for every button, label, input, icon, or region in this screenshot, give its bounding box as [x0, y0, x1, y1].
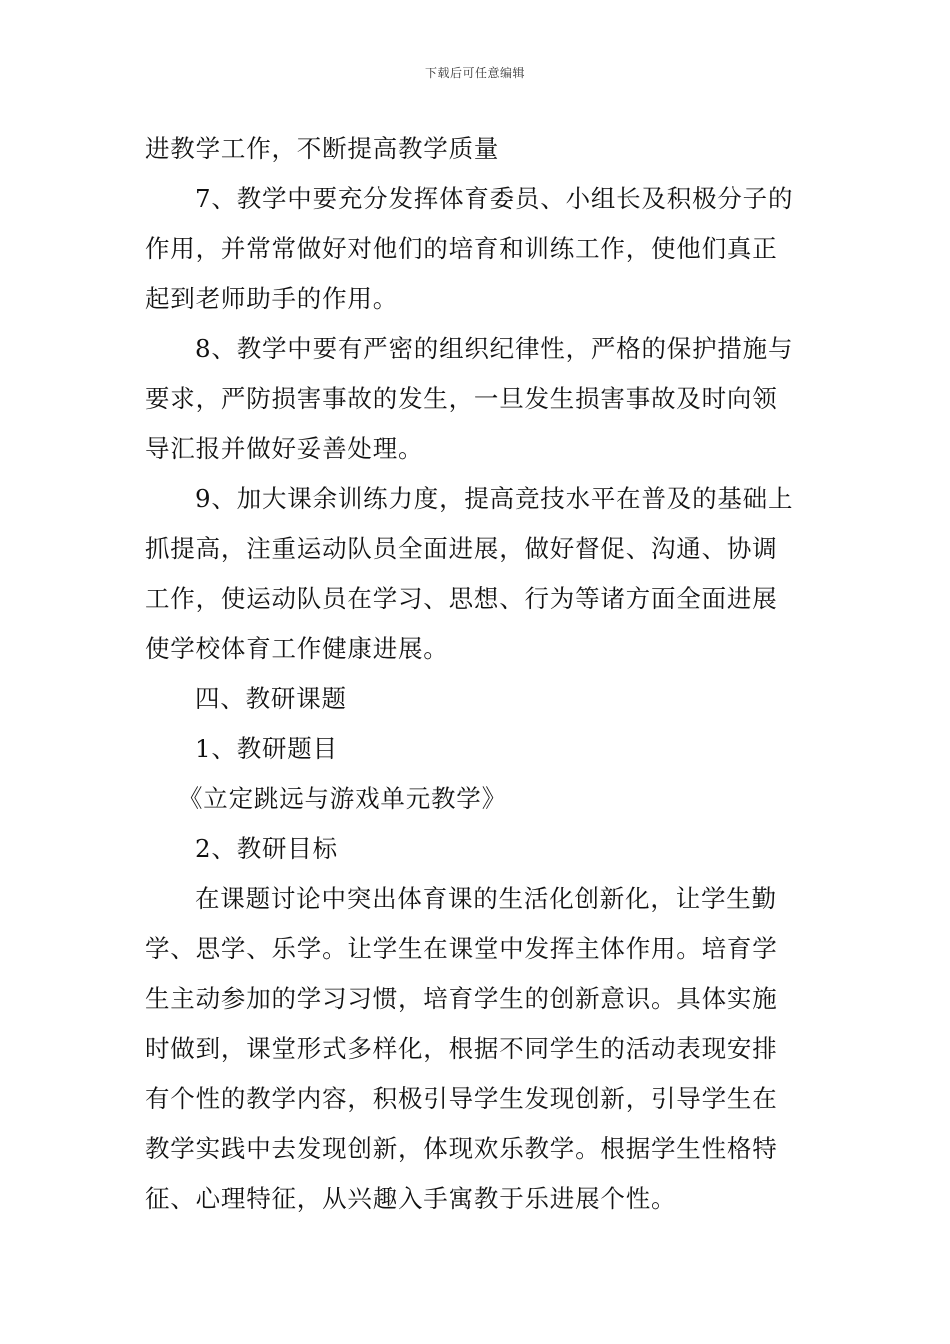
body-line-19: 时做到，课堂形式多样化，根据不同学生的活动表现安排: [145, 1034, 778, 1063]
body-line-5: 8、教学中要有严密的组织纪律性，严格的保护措施与: [195, 334, 794, 363]
body-line-8: 9、加大课余训练力度，提高竞技水平在普及的基础上: [195, 484, 794, 513]
research-title-text: 《立定跳远与游戏单元教学》: [178, 784, 507, 813]
body-line-4: 起到老师助手的作用。: [145, 284, 398, 313]
body-line-18: 生主动参加的学习习惯，培育学生的创新意识。具体实施: [145, 984, 778, 1013]
body-line-3: 作用，并常常做好对他们的培育和训练工作，使他们真正: [145, 234, 778, 263]
body-line-7: 导汇报并做好妥善处理。: [145, 434, 424, 463]
body-line-9: 抓提高，注重运动队员全面进展，做好督促、沟通、协调: [145, 534, 778, 563]
body-line-2: 7、教学中要充分发挥体育委员、小组长及积极分子的: [195, 184, 794, 213]
body-line-21: 教学实践中去发现创新，体现欢乐教学。根据学生性格特: [145, 1134, 778, 1163]
subheading-research-goal: 2、教研目标: [195, 834, 338, 863]
body-line-22: 征、心理特征，从兴趣入手寓教于乐进展个性。: [145, 1184, 677, 1213]
body-line-17: 学、思学、乐学。让学生在课堂中发挥主体作用。培育学: [145, 934, 778, 963]
body-line-16: 在课题讨论中突出体育课的生活化创新化，让学生勤: [195, 884, 777, 913]
body-line-1: 进教学工作，不断提高教学质量: [145, 134, 500, 163]
section-heading-research-topic: 四、教研课题: [195, 684, 347, 713]
body-line-11: 使学校体育工作健康进展。: [145, 634, 449, 663]
page-header: 下载后可任意编辑: [424, 66, 525, 80]
body-line-6: 要求，严防损害事故的发生，一旦发生损害事故及时向领: [145, 384, 778, 413]
body-line-10: 工作，使运动队员在学习、思想、行为等诸方面全面进展: [145, 584, 778, 613]
body-line-20: 有个性的教学内容，积极引导学生发现创新，引导学生在: [145, 1084, 778, 1113]
subheading-research-title: 1、教研题目: [195, 734, 338, 763]
